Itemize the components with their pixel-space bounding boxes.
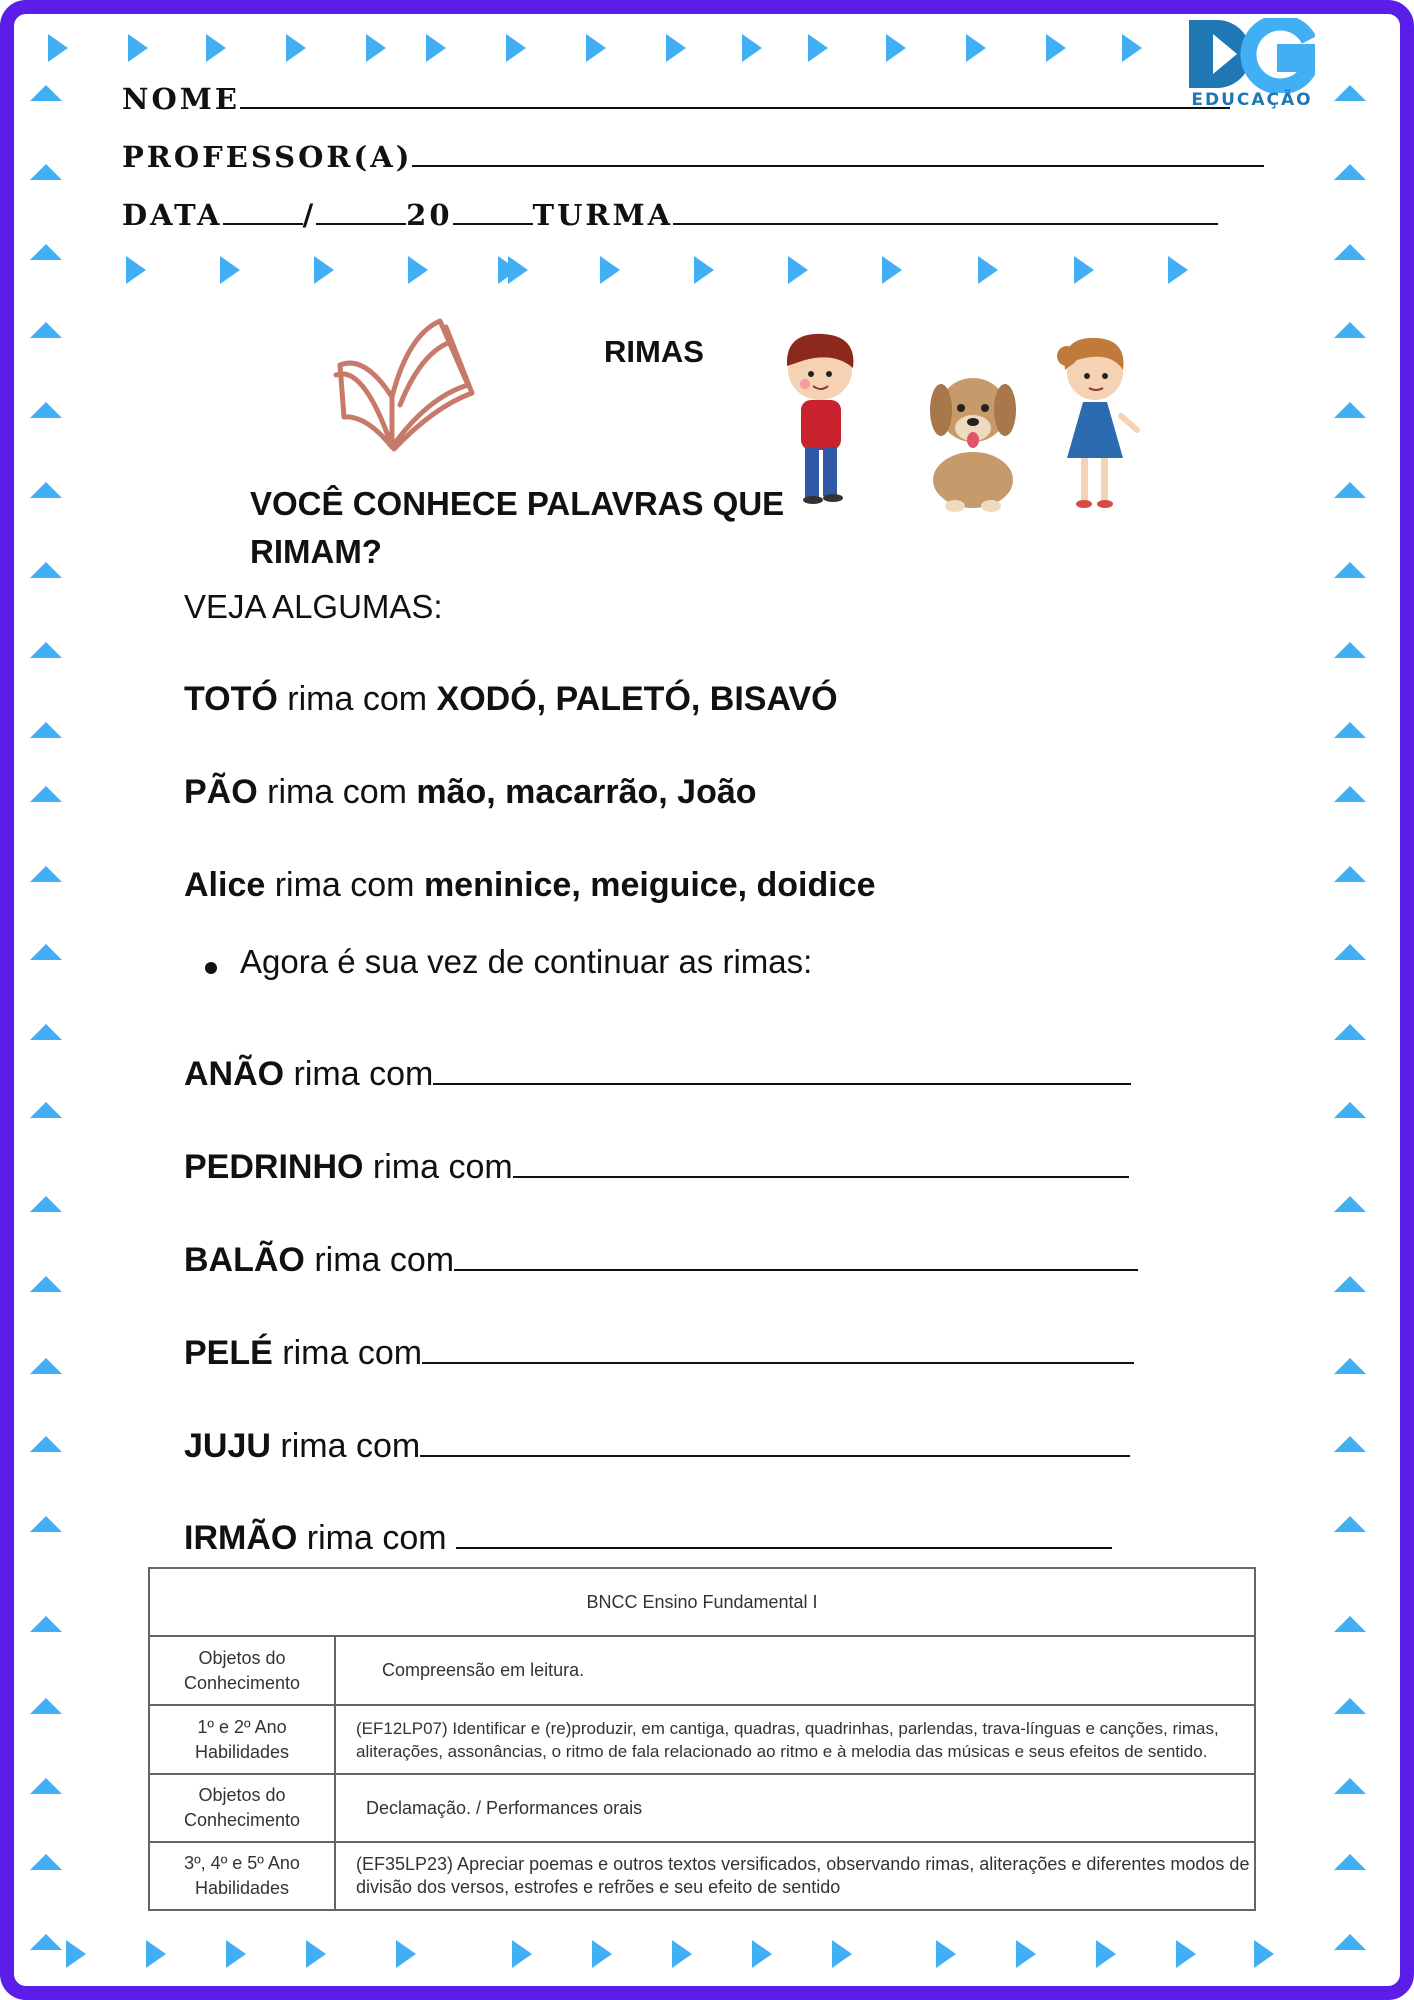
arrow-up-icon <box>30 164 62 180</box>
date-separator: / <box>302 198 317 232</box>
rhyme-matches: meninice, meiguice, doidice <box>423 866 876 904</box>
answer-blank[interactable] <box>433 1053 1131 1085</box>
exercise-line <box>184 1517 1112 1558</box>
arrow-right-icon <box>508 256 528 284</box>
task-instruction: Agora é sua vez de continuar as rimas: <box>240 943 813 980</box>
exercise-connector: rima com <box>304 1241 455 1279</box>
arrow-right-icon <box>592 1940 612 1968</box>
arrow-up-icon <box>30 562 62 578</box>
arrow-right-icon <box>788 256 808 284</box>
row-label: 3º, 4º e 5º Ano Habilidades <box>149 1842 335 1910</box>
arrow-up-icon <box>1334 786 1366 802</box>
table-row <box>149 1705 1255 1774</box>
rhyme-word: Alice <box>184 866 266 904</box>
arrow-right-icon <box>146 1940 166 1968</box>
name-label: NOME <box>122 82 240 116</box>
arrow-up-icon <box>30 85 62 101</box>
arrow-up-icon <box>30 1024 62 1040</box>
table-row <box>149 1568 1255 1636</box>
answer-blank[interactable] <box>456 1517 1112 1549</box>
arrow-right-icon <box>882 256 902 284</box>
arrow-right-icon <box>286 34 306 62</box>
arrow-up-icon <box>1334 1358 1366 1374</box>
exercise-line <box>184 1332 1134 1373</box>
date-month-line[interactable] <box>316 221 406 225</box>
intro-text: VEJA ALGUMAS: <box>184 588 443 625</box>
arrow-up-icon <box>1334 1196 1366 1212</box>
answer-blank[interactable] <box>513 1146 1129 1178</box>
arrow-up-icon <box>1334 164 1366 180</box>
row-label: Objetos do Conhecimento <box>149 1636 335 1705</box>
table-row <box>149 1842 1255 1910</box>
rhyme-connector: rima com <box>265 866 424 904</box>
logo-text: EDUCAÇÃO <box>1191 90 1313 110</box>
arrow-right-icon <box>126 256 146 284</box>
arrow-up-icon <box>1334 642 1366 658</box>
arrow-up-icon <box>30 786 62 802</box>
arrow-up-icon <box>1334 1934 1366 1950</box>
exercise-word: BALÃO <box>184 1241 305 1279</box>
arrow-right-icon <box>672 1940 692 1968</box>
rhyme-connector: rima com <box>277 680 437 718</box>
arrow-up-icon <box>1334 1616 1366 1632</box>
arrow-up-icon <box>30 1102 62 1118</box>
table-row <box>149 1636 1255 1705</box>
dog-icon <box>930 378 1016 512</box>
arrow-up-icon <box>30 1436 62 1452</box>
exercise-line <box>184 1425 1130 1466</box>
arrow-right-icon <box>600 256 620 284</box>
arrow-right-icon <box>512 1940 532 1968</box>
arrow-right-icon <box>586 34 606 62</box>
exercise-word: JUJU <box>184 1427 271 1465</box>
arrow-up-icon <box>1334 562 1366 578</box>
exercise-word: PEDRINHO <box>184 1148 364 1186</box>
question-heading: VOCÊ CONHECE PALAVRAS QUE RIMAM? <box>250 485 785 570</box>
arrow-up-icon <box>30 866 62 882</box>
date-label: DATA <box>122 198 223 232</box>
arrow-up-icon <box>30 944 62 960</box>
arrow-up-icon <box>1334 1778 1366 1794</box>
arrow-right-icon <box>752 1940 772 1968</box>
bncc-heading: BNCC Ensino Fundamental I <box>149 1568 1255 1636</box>
arrow-up-icon <box>30 1516 62 1532</box>
exercise-line <box>184 1053 1131 1094</box>
rhyme-matches: XODÓ, PALETÓ, BISAVÓ <box>436 680 838 718</box>
rhyme-word: TOTÓ <box>184 680 278 718</box>
arrow-right-icon <box>886 34 906 62</box>
arrow-up-icon <box>30 482 62 498</box>
arrow-up-icon <box>1334 85 1366 101</box>
arrow-up-icon <box>1334 1854 1366 1870</box>
arrow-up-icon <box>1334 1698 1366 1714</box>
bullet-icon <box>205 962 217 974</box>
answer-blank[interactable] <box>422 1332 1134 1364</box>
arrow-right-icon <box>220 256 240 284</box>
name-field <box>122 82 1230 116</box>
class-label: TURMA <box>532 198 674 232</box>
arrow-up-icon <box>1334 1436 1366 1452</box>
exercise-word: IRMÃO <box>184 1519 298 1557</box>
arrow-up-icon <box>1334 244 1366 260</box>
arrow-up-icon <box>1334 482 1366 498</box>
children-dog-illustration <box>765 330 1145 520</box>
arrow-up-icon <box>30 402 62 418</box>
arrow-right-icon <box>66 1940 86 1968</box>
arrow-up-icon <box>1334 944 1366 960</box>
rhyme-example <box>184 866 876 905</box>
arrow-right-icon <box>1122 34 1142 62</box>
bncc-table <box>148 1567 1256 1911</box>
rhyme-example <box>184 773 757 812</box>
arrow-up-icon <box>1334 1276 1366 1292</box>
arrow-right-icon <box>506 34 526 62</box>
arrow-right-icon <box>1168 256 1188 284</box>
arrow-up-icon <box>1334 322 1366 338</box>
teacher-line[interactable] <box>412 163 1264 167</box>
rhyme-connector: rima com <box>257 773 417 811</box>
arrow-up-icon <box>30 1358 62 1374</box>
arrow-up-icon <box>30 1934 62 1950</box>
exercise-word: PELÉ <box>184 1334 273 1372</box>
arrow-up-icon <box>30 1698 62 1714</box>
arrow-right-icon <box>206 34 226 62</box>
arrow-right-icon <box>128 34 148 62</box>
exercise-connector: rima com <box>297 1519 457 1557</box>
arrow-up-icon <box>1334 866 1366 882</box>
page-title: RIMAS <box>604 334 704 369</box>
class-line[interactable] <box>673 221 1218 225</box>
arrow-right-icon <box>1046 34 1066 62</box>
row-text: (EF12LP07) Identificar e (re)produzir, em cantiga, quadras, quadrinhas, parlendas, trava-línguas e canções, rimas, aliterações, assonâncias, o ritmo de fala relacionado ao ritmo e à melodia das músicas e seus efeitos de sentido. <box>335 1705 1255 1774</box>
arrow-up-icon <box>30 642 62 658</box>
girl-icon <box>1057 338 1137 508</box>
arrow-right-icon <box>408 256 428 284</box>
arrow-right-icon <box>966 34 986 62</box>
arrow-up-icon <box>30 1854 62 1870</box>
arrow-right-icon <box>936 1940 956 1968</box>
arrow-right-icon <box>742 34 762 62</box>
rhyme-matches: mão, macarrão, João <box>416 773 757 811</box>
exercise-connector: rima com <box>284 1055 434 1093</box>
date-field <box>122 198 1218 232</box>
exercise-line <box>184 1146 1129 1187</box>
year-prefix: 20 <box>406 198 453 232</box>
arrow-right-icon <box>366 34 386 62</box>
arrow-up-icon <box>30 1196 62 1212</box>
exercise-word: ANÃO <box>184 1055 285 1093</box>
date-year-line[interactable] <box>453 221 533 225</box>
arrow-right-icon <box>226 1940 246 1968</box>
arrow-up-icon <box>1334 1516 1366 1532</box>
teacher-label: PROFESSOR(A) <box>122 140 413 174</box>
arrow-up-icon <box>30 1778 62 1794</box>
arrow-right-icon <box>1096 1940 1116 1968</box>
arrow-up-icon <box>1334 402 1366 418</box>
arrow-right-icon <box>314 256 334 284</box>
rhyme-word: PÃO <box>184 773 258 811</box>
exercise-line <box>184 1239 1138 1280</box>
arrow-up-icon <box>30 1276 62 1292</box>
row-label: 1º e 2º Ano Habilidades <box>149 1705 335 1774</box>
arrow-right-icon <box>306 1940 326 1968</box>
table-row <box>149 1774 1255 1842</box>
date-day-line[interactable] <box>223 221 303 225</box>
arrow-up-icon <box>1334 1024 1366 1040</box>
answer-blank[interactable] <box>454 1239 1138 1271</box>
arrow-right-icon <box>808 34 828 62</box>
row-label: Objetos do Conhecimento <box>149 1774 335 1842</box>
arrow-up-icon <box>30 1616 62 1632</box>
row-text: Compreensão em leitura. <box>335 1636 1255 1705</box>
arrow-right-icon <box>694 256 714 284</box>
arrow-right-icon <box>396 1940 416 1968</box>
arrow-right-icon <box>1016 1940 1036 1968</box>
arrow-right-icon <box>1254 1940 1274 1968</box>
exercise-connector: rima com <box>270 1427 421 1465</box>
arrow-right-icon <box>666 34 686 62</box>
teacher-field <box>122 140 1264 174</box>
arrow-right-icon <box>1074 256 1094 284</box>
exercise-connector: rima com <box>272 1334 423 1372</box>
arrow-up-icon <box>1334 1102 1366 1118</box>
arrow-right-icon <box>978 256 998 284</box>
arrow-right-icon <box>426 34 446 62</box>
arrow-up-icon <box>30 244 62 260</box>
boy-icon <box>787 334 854 504</box>
arrow-right-icon <box>1176 1940 1196 1968</box>
rhyme-example <box>184 680 838 719</box>
arrow-right-icon <box>832 1940 852 1968</box>
arrow-right-icon <box>48 34 68 62</box>
row-text: (EF35LP23) Apreciar poemas e outros textos versificados, observando rimas, aliterações e diferentes modos de divisão dos versos, estrofes e refrões e seu efeito de sentido <box>335 1842 1255 1910</box>
row-text: Declamação. / Performances orais <box>335 1774 1255 1842</box>
answer-blank[interactable] <box>420 1425 1130 1457</box>
name-line[interactable] <box>240 105 1230 109</box>
book-icon <box>330 315 480 455</box>
exercise-connector: rima com <box>363 1148 513 1186</box>
arrow-up-icon <box>1334 722 1366 738</box>
arrow-up-icon <box>30 322 62 338</box>
arrow-up-icon <box>30 722 62 738</box>
